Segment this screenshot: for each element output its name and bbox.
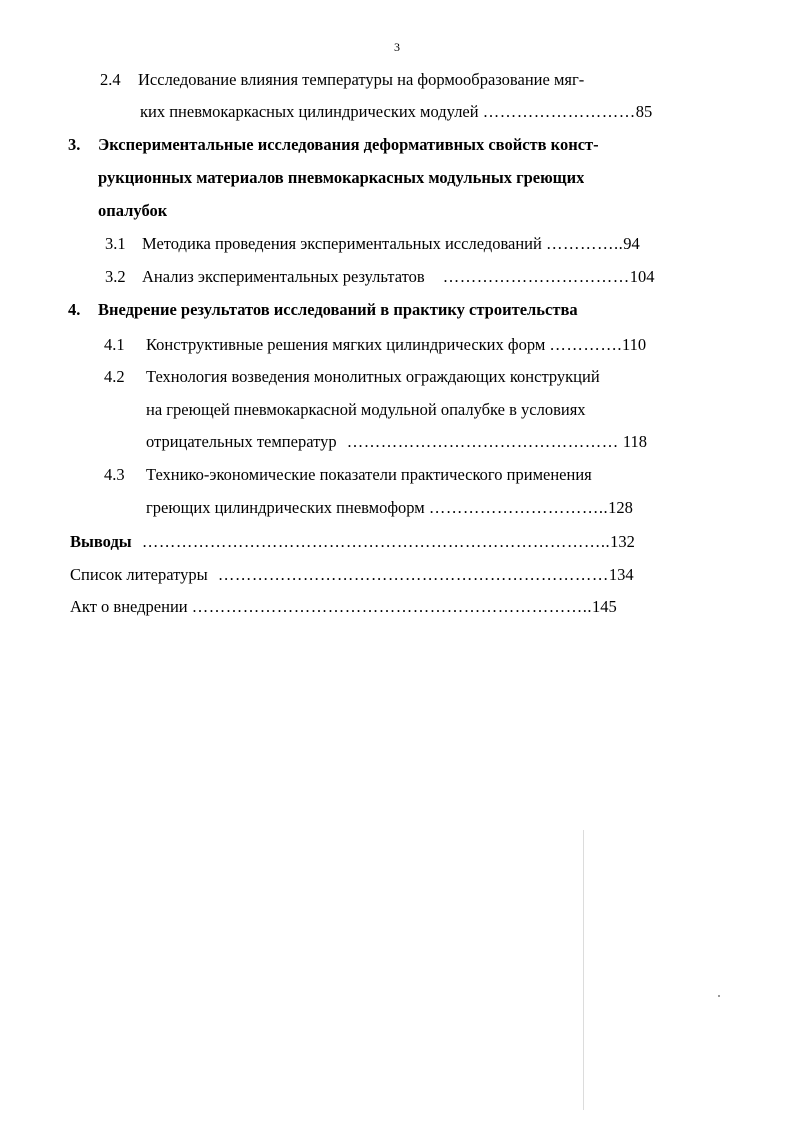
toc-entry-4-2 <box>104 367 600 387</box>
toc-entry-text: на греющей пневмокаркасной модульной опалубке в условиях <box>146 400 586 419</box>
toc-chapter-3-cont <box>98 201 167 221</box>
toc-leader-dots: ……………………… <box>482 102 636 121</box>
toc-entry-4-3 <box>104 465 592 485</box>
toc-page-number: 110 <box>622 335 647 354</box>
toc-entry-number: 3.2 <box>105 267 126 286</box>
toc-chapter-3 <box>68 135 599 155</box>
toc-page-number: 145 <box>592 597 617 616</box>
toc-chapter-4 <box>68 300 578 320</box>
toc-entry-number: 4.2 <box>104 367 125 386</box>
toc-entry-text: Технико-экономические показатели практического применения <box>146 465 592 484</box>
toc-entry-number: 4.1 <box>104 335 125 354</box>
toc-leader-dots: …………………………………………………………….. <box>191 597 592 616</box>
page-number: 3 <box>394 40 400 54</box>
toc-entry-text: Внедрение результатов исследований в практику строительства <box>98 300 578 319</box>
toc-entry-number: 2.4 <box>100 70 121 89</box>
toc-entry-text: Исследование влияния температуры на формообразование мяг- <box>138 70 585 89</box>
toc-page-number: 118 <box>622 432 647 451</box>
toc-chapter-3-cont <box>98 168 584 188</box>
toc-leader-dots: ………………………….. <box>428 498 609 517</box>
scan-artifact-speck <box>718 995 720 997</box>
toc-leader-dots: …………. <box>549 335 623 354</box>
toc-entry-3-2 <box>105 267 655 287</box>
toc-leader-dots: …………………………………………………………… <box>217 565 609 584</box>
toc-implementation-act <box>70 597 617 617</box>
toc-entry-text: Методика проведения экспериментальных исследований <box>142 234 542 253</box>
toc-entry-text: Акт о внедрении <box>70 597 188 616</box>
toc-entry-text: Список литературы <box>70 565 208 584</box>
toc-leader-dots: ……………………………………………………………………….. <box>141 532 611 551</box>
toc-entry-4-2-cont <box>146 400 586 420</box>
toc-entry-text: Выводы <box>70 532 132 551</box>
toc-entry-2-4 <box>100 70 584 90</box>
toc-entry-4-2-cont <box>146 432 647 452</box>
toc-entry-text: Анализ экспериментальных результатов <box>142 267 425 286</box>
toc-entry-3-1 <box>105 234 640 254</box>
toc-entry-number: 4. <box>68 300 81 319</box>
scan-artifact-line <box>583 830 584 1110</box>
toc-entry-number: 4.3 <box>104 465 125 484</box>
toc-leader-dots: ………….. <box>545 234 624 253</box>
toc-entry-text: Экспериментальные исследования деформативных свойств конст- <box>98 135 599 154</box>
toc-entry-text: Технология возведения монолитных ограждающих конструкций <box>146 367 600 386</box>
toc-entry-text: отрицательных температур <box>146 432 337 451</box>
toc-entry-text: Конструктивные решения мягких цилиндрических форм <box>146 335 546 354</box>
toc-entry-text: ких пневмокаркасных цилиндрических модулей <box>140 102 479 121</box>
toc-entry-text: рукционных материалов пневмокаркасных модульных греющих <box>98 168 585 187</box>
toc-page-number: 132 <box>610 532 635 551</box>
toc-entry-number: 3. <box>68 135 81 154</box>
toc-page-number: 94 <box>623 234 640 253</box>
toc-page-number: 134 <box>608 565 634 584</box>
toc-leader-dots: ………………………………………… <box>346 432 619 451</box>
toc-entry-4-1 <box>104 335 646 355</box>
toc-page-number: 85 <box>635 102 653 121</box>
toc-references <box>70 565 634 585</box>
toc-leader-dots: …………………………… <box>442 267 630 286</box>
toc-conclusions <box>70 532 635 552</box>
toc-entry-4-3-cont <box>146 498 633 518</box>
toc-page-number: 104 <box>629 267 655 286</box>
toc-page-number: 128 <box>608 498 633 517</box>
toc-entry-2-4-cont <box>140 102 652 122</box>
toc-entry-text: греющих цилиндрических пневмоформ <box>146 498 425 517</box>
toc-entry-number: 3.1 <box>105 234 126 253</box>
toc-entry-text: опалубок <box>98 201 168 220</box>
